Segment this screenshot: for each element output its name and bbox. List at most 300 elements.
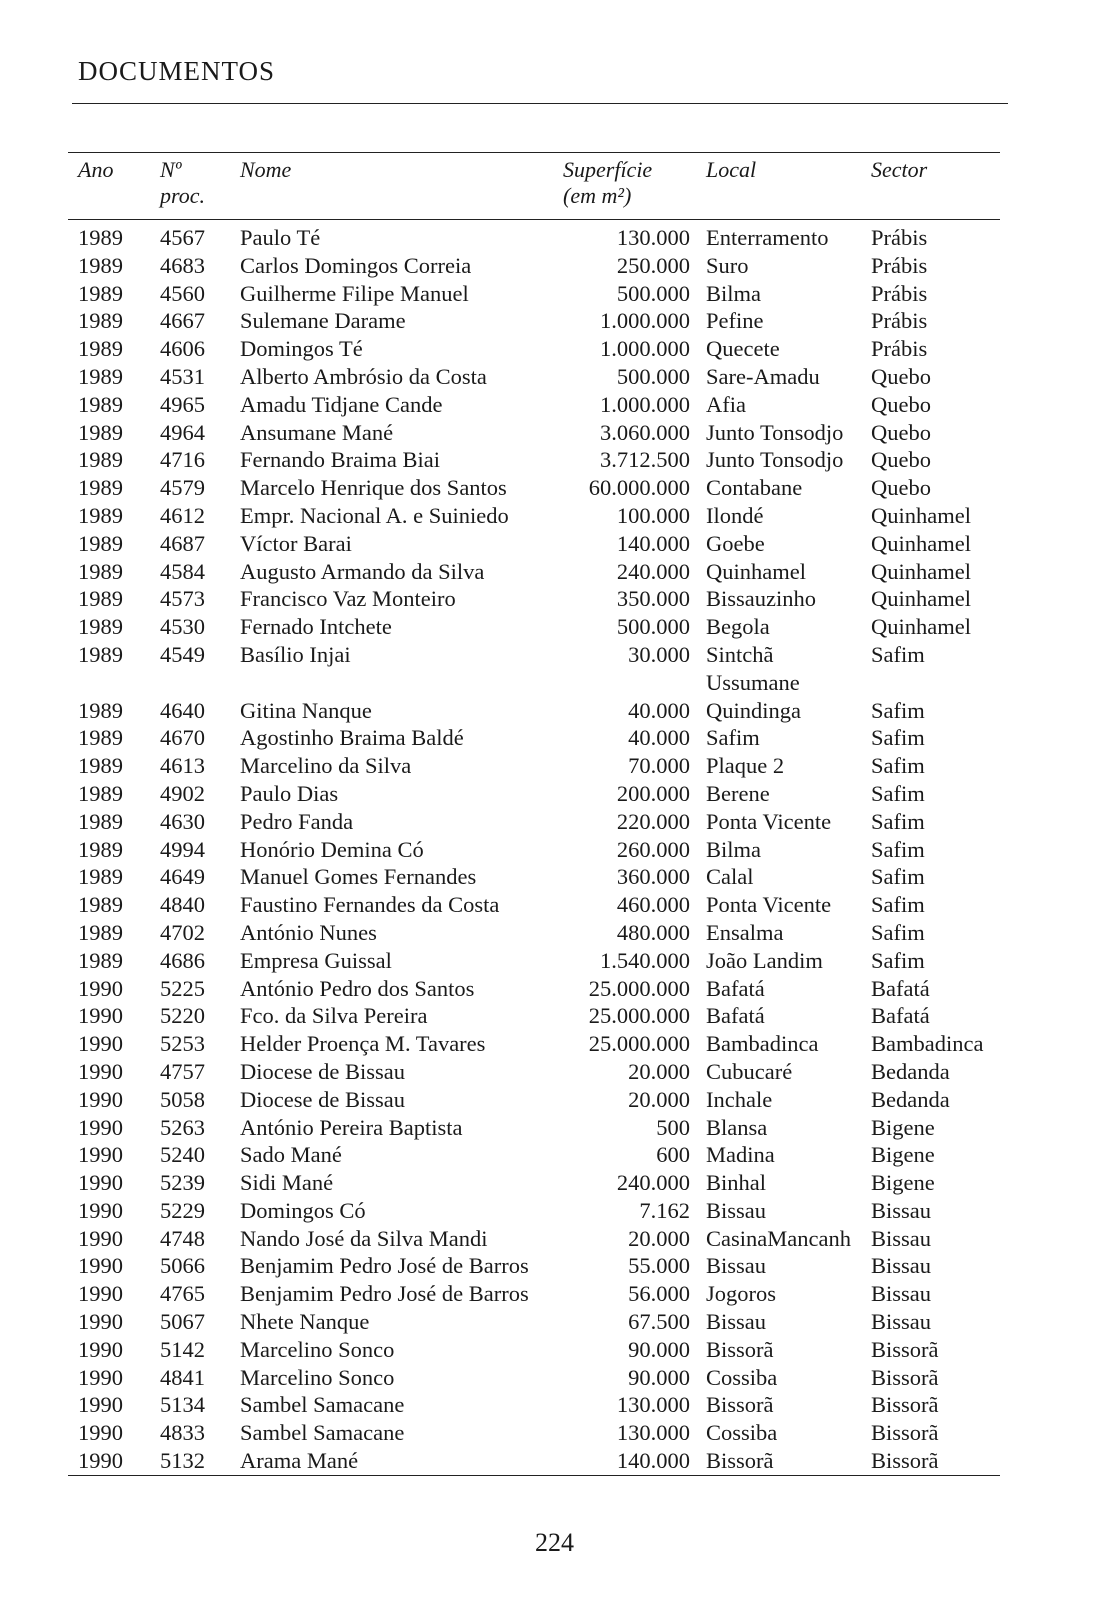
cell-superficie: 360.000 [616,864,690,890]
cell-ano: 1989 [78,280,123,306]
cell-sector: Safim [871,836,925,862]
cell-sector: Bissau [871,1281,932,1307]
cell-local: Ponta Vicente [706,808,832,834]
cell-ano: 1990 [78,1336,123,1362]
cell-superficie: 3.712.500 [600,447,690,473]
cell-ano: 1990 [78,1003,123,1029]
table-row [68,530,1000,558]
cell-sector: Quinhamel [871,530,971,556]
table-row [68,1391,1000,1419]
cell-nome: Augusto Armando da Silva [240,558,485,584]
cell-local: Junto Tonsodjo [706,419,844,445]
cell-nome: Fernado Intchete [240,614,392,640]
cell-local: Inchale [706,1086,773,1112]
cell-ano: 1989 [78,336,123,362]
cell-superficie: 90.000 [628,1336,690,1362]
cell-superficie: 1.000.000 [600,391,690,417]
table-row [68,419,1000,447]
cell-ano: 1990 [78,1170,123,1196]
table-row [68,947,1000,975]
cell-num-proc: 4994 [160,836,205,862]
cell-superficie: 25.000.000 [588,1003,690,1029]
cell-sector: Bissorã [871,1336,939,1362]
cell-num-proc: 5253 [160,1031,205,1057]
cell-local: Afia [706,391,746,417]
table-row [68,474,1000,502]
cell-superficie: 20.000 [628,1058,690,1084]
cell-nome: Nando José da Silva Mandi [240,1225,488,1251]
cell-sector: Quebo [871,475,931,501]
cell-num-proc: 5239 [160,1170,205,1196]
cell-sector: Quebo [871,363,931,389]
cell-nome: Basílio Injai [240,641,351,667]
cell-num-proc: 5142 [160,1336,205,1362]
cell-ano: 1989 [78,502,123,528]
cell-num-proc: 4549 [160,641,205,667]
cell-local: Quinhamel [706,558,806,584]
cell-superficie: 7.162 [639,1197,690,1223]
cell-ano: 1989 [78,308,123,334]
cell-num-proc: 4702 [160,919,205,945]
cell-num-proc: 4686 [160,947,205,973]
cell-local: Bissauzinho [706,586,816,612]
cell-nome: Fernando Braima Biai [240,447,440,473]
table-row [68,1169,1000,1197]
table-row [68,558,1000,586]
table-body [68,220,1000,1476]
cell-sector: Safim [871,864,925,890]
cell-superficie: 100.000 [616,502,690,528]
cell-ano: 1989 [78,892,123,918]
table-row [68,1002,1000,1030]
cell-num-proc: 4612 [160,502,205,528]
cell-ano: 1989 [78,391,123,417]
cell-nome: Paulo Dias [240,780,339,806]
cell-local: Bissorã [706,1392,774,1418]
table-header-row [68,153,1000,220]
cell-sector: Bigene [871,1114,935,1140]
cell-num-proc: 4640 [160,697,205,723]
cell-num-proc: 4964 [160,419,205,445]
cell-local: Cossiba [706,1420,778,1446]
cell-superficie: 40.000 [628,725,690,751]
cell-ano: 1990 [78,1031,123,1057]
cell-local: Cossiba [706,1364,778,1390]
cell-ano: 1990 [78,975,123,1001]
cell-sector: Bissorã [871,1392,939,1418]
cell-nome: Honório Demina Có [240,836,424,862]
table-row [68,891,1000,919]
cell-sector: Prábis [871,308,928,334]
cell-local: Bissau [706,1197,767,1223]
cell-superficie: 250.000 [616,252,690,278]
cell-nome: Sulemane Darame [240,308,406,334]
cell-superficie: 1.000.000 [600,336,690,362]
cell-ano: 1990 [78,1197,123,1223]
table-row [68,1336,1000,1364]
cell-sector: Safim [871,725,925,751]
cell-sector: Quinhamel [871,558,971,584]
cell-ano: 1990 [78,1364,123,1390]
cell-superficie: 480.000 [616,919,690,945]
table-row [68,1114,1000,1142]
cell-superficie: 240.000 [616,1170,690,1196]
cell-sector: Bafatá [871,1003,930,1029]
cell-ano: 1990 [78,1225,123,1251]
cell-nome: Diocese de Bissau [240,1058,405,1084]
cell-superficie: 70.000 [628,753,690,779]
cell-num-proc: 4584 [160,558,205,584]
table-row [68,585,1000,613]
cell-num-proc: 4573 [160,586,205,612]
cell-superficie: 260.000 [616,836,690,862]
column-header-local: Local [706,157,757,182]
cell-sector: Prábis [871,225,928,250]
table-row [68,335,1000,363]
cell-local: Cubucaré [706,1058,793,1084]
table-row [68,613,1000,641]
cell-local: Bafatá [706,1003,765,1029]
table-row [68,1197,1000,1225]
cell-superficie: 130.000 [616,1392,690,1418]
cell-num-proc: 4683 [160,252,205,278]
cell-superficie: 67.500 [628,1309,690,1335]
table-row [68,641,1000,697]
cell-num-proc: 4579 [160,475,205,501]
table-row [68,836,1000,864]
cell-num-proc: 4902 [160,780,205,806]
cell-nome: Gitina Nanque [240,697,372,723]
cell-superficie: 25.000.000 [588,975,690,1001]
cell-nome: Helder Proença M. Tavares [240,1031,486,1057]
table-row [68,502,1000,530]
cell-nome: Empr. Nacional A. e Suiniedo [240,502,509,528]
cell-nome: Arama Mané [240,1448,359,1474]
cell-superficie: 500.000 [616,363,690,389]
cell-ano: 1990 [78,1392,123,1418]
column-header-num-line1: Nº [160,157,182,182]
cell-num-proc: 4630 [160,808,205,834]
cell-local: Suro [706,252,749,278]
cell-local: Berene [706,780,770,806]
cell-local: Contabane [706,475,803,501]
cell-sector: Bedanda [871,1058,950,1084]
table-row [68,220,1000,252]
cell-local: Bissorã [706,1336,774,1362]
cell-nome: Marcelino Sonco [240,1364,395,1390]
column-header-sup-line1: Superfície [563,157,653,182]
table-row [68,1252,1000,1280]
land-registry-table [68,152,1000,1476]
cell-nome: Domingos Có [240,1197,366,1223]
cell-ano: 1990 [78,1086,123,1112]
cell-nome: Sambel Samacane [240,1392,405,1418]
cell-num-proc: 4965 [160,391,205,417]
cell-ano: 1989 [78,753,123,779]
cell-num-proc: 4833 [160,1420,205,1446]
cell-ano: 1989 [78,447,123,473]
table-row [68,780,1000,808]
cell-superficie: 500.000 [616,614,690,640]
cell-num-proc: 5066 [160,1253,205,1279]
cell-num-proc: 4649 [160,864,205,890]
cell-nome: Víctor Barai [240,530,352,556]
cell-local: Bissorã [706,1448,774,1474]
table-row [68,1419,1000,1447]
cell-num-proc: 5067 [160,1309,205,1335]
cell-ano: 1990 [78,1142,123,1168]
cell-ano: 1989 [78,919,123,945]
cell-sector: Bissau [871,1253,932,1279]
table-row [68,752,1000,780]
cell-num-proc: 4748 [160,1225,205,1251]
table-row [68,808,1000,836]
cell-ano: 1990 [78,1309,123,1335]
cell-nome: Empresa Guissal [240,947,392,973]
cell-ano: 1990 [78,1420,123,1446]
cell-ano: 1989 [78,641,123,667]
cell-num-proc: 5134 [160,1392,205,1418]
cell-sector: Bambadinca [871,1031,984,1057]
table-row [68,1280,1000,1308]
column-header-sup-line2: (em m²) [563,183,632,208]
cell-local: Bissau [706,1309,767,1335]
cell-ano: 1989 [78,252,123,278]
table-row [68,1225,1000,1253]
cell-local: Plaque 2 [706,753,785,779]
cell-sector: Safim [871,641,925,667]
table-row [68,391,1000,419]
cell-sector: Quinhamel [871,502,971,528]
cell-local: Sintchã Ussumane [706,641,800,695]
cell-nome: Sidi Mané [240,1170,334,1196]
table-row [68,280,1000,308]
cell-sector: Safim [871,808,925,834]
cell-local: Quindinga [706,697,801,723]
cell-num-proc: 4531 [160,363,205,389]
cell-nome: Amadu Tidjane Cande [240,391,443,417]
column-header-nome: Nome [240,157,292,182]
cell-local: Ilondé [706,502,764,528]
cell-superficie: 30.000 [628,641,690,667]
cell-ano: 1989 [78,780,123,806]
column-header-sector: Sector [871,157,928,182]
cell-local: Ensalma [706,919,784,945]
cell-ano: 1989 [78,530,123,556]
column-header-ano: Ano [78,157,114,182]
cell-local: Enterramento [706,225,829,250]
cell-ano: 1989 [78,725,123,751]
cell-sector: Quebo [871,447,931,473]
cell-nome: Francisco Vaz Monteiro [240,586,456,612]
cell-superficie: 56.000 [628,1281,690,1307]
page-number: 224 [535,1528,574,1557]
cell-num-proc: 5263 [160,1114,205,1140]
cell-sector: Safim [871,780,925,806]
cell-local: Ponta Vicente [706,892,832,918]
cell-local: Bilma [706,836,761,862]
cell-local: Bafatá [706,975,765,1001]
cell-sector: Quinhamel [871,614,971,640]
table-row [68,307,1000,335]
cell-num-proc: 5229 [160,1197,205,1223]
cell-nome: Sambel Samacane [240,1420,405,1446]
cell-ano: 1989 [78,836,123,862]
cell-nome: Marcelino da Silva [240,753,412,779]
cell-num-proc: 4567 [160,225,205,250]
table-row [68,363,1000,391]
cell-num-proc: 4841 [160,1364,205,1390]
cell-num-proc: 4765 [160,1281,205,1307]
cell-local: Goebe [706,530,765,556]
cell-num-proc: 4606 [160,336,205,362]
cell-sector: Quebo [871,419,931,445]
cell-nome: Agostinho Braima Baldé [240,725,464,751]
cell-superficie: 140.000 [616,1448,690,1474]
cell-num-proc: 4667 [160,308,205,334]
table-row [68,697,1000,725]
table-row [68,1058,1000,1086]
cell-num-proc: 4670 [160,725,205,751]
cell-num-proc: 5132 [160,1448,205,1474]
cell-ano: 1989 [78,864,123,890]
cell-num-proc: 4613 [160,753,205,779]
cell-sector: Prábis [871,280,928,306]
cell-sector: Bissorã [871,1364,939,1390]
cell-nome: António Pereira Baptista [240,1114,463,1140]
cell-sector: Bissorã [871,1420,939,1446]
cell-local: João Landim [706,947,823,973]
cell-local: Bissau [706,1253,767,1279]
running-head: DOCUMENTOS [78,56,276,86]
cell-ano: 1989 [78,947,123,973]
cell-nome: Benjamim Pedro José de Barros [240,1281,529,1307]
cell-nome: Guilherme Filipe Manuel [240,280,469,306]
cell-sector: Safim [871,697,925,723]
cell-nome: António Pedro dos Santos [240,975,475,1001]
cell-ano: 1989 [78,558,123,584]
table-row [68,446,1000,474]
cell-superficie: 500 [656,1114,690,1140]
table-row [68,863,1000,891]
cell-nome: António Nunes [240,919,377,945]
cell-nome: Manuel Gomes Fernandes [240,864,477,890]
cell-local: Bilma [706,280,761,306]
table-row [68,724,1000,752]
cell-ano: 1990 [78,1448,123,1474]
cell-superficie: 500.000 [616,280,690,306]
cell-nome: Carlos Domingos Correia [240,252,472,278]
cell-num-proc: 4530 [160,614,205,640]
cell-sector: Prábis [871,336,928,362]
cell-sector: Safim [871,947,925,973]
land-registry-table-container [68,152,1000,1476]
cell-local: Pefine [706,308,764,334]
cell-nome: Pedro Fanda [240,808,354,834]
cell-local: Safim [706,725,760,751]
cell-superficie: 240.000 [616,558,690,584]
cell-sector: Safim [871,892,925,918]
cell-superficie: 140.000 [616,530,690,556]
cell-sector: Bedanda [871,1086,950,1112]
cell-superficie: 1.000.000 [600,308,690,334]
cell-sector: Prábis [871,252,928,278]
cell-ano: 1989 [78,808,123,834]
cell-local: Binhal [706,1170,766,1196]
cell-nome: Diocese de Bissau [240,1086,405,1112]
table-row [68,1364,1000,1392]
cell-ano: 1989 [78,586,123,612]
cell-local: Madina [706,1142,775,1168]
cell-superficie: 90.000 [628,1364,690,1390]
cell-superficie: 130.000 [616,1420,690,1446]
cell-ano: 1989 [78,475,123,501]
cell-local: CasinaMancanh [706,1225,851,1251]
cell-superficie: 600 [656,1142,690,1168]
cell-local: Begola [706,614,770,640]
cell-superficie: 350.000 [616,586,690,612]
header-rule [72,103,1008,104]
cell-num-proc: 4716 [160,447,205,473]
column-header-num-proc [160,153,240,220]
table-row [68,1447,1000,1475]
cell-num-proc: 4687 [160,530,205,556]
cell-superficie: 60.000.000 [588,475,690,501]
cell-num-proc: 4757 [160,1058,205,1084]
cell-ano: 1990 [78,1281,123,1307]
cell-sector: Bissau [871,1309,932,1335]
cell-local: Jogoros [706,1281,777,1307]
cell-ano: 1989 [78,697,123,723]
cell-local: Sare-Amadu [706,363,820,389]
cell-local: Quecete [706,336,780,362]
cell-nome: Sado Mané [240,1142,342,1168]
table-row [68,1141,1000,1169]
cell-superficie: 130.000 [616,225,690,250]
cell-ano: 1990 [78,1058,123,1084]
cell-sector: Bafatá [871,975,930,1001]
column-header-superficie [555,153,706,220]
cell-ano: 1990 [78,1114,123,1140]
cell-ano: 1989 [78,363,123,389]
cell-superficie: 460.000 [616,892,690,918]
cell-nome: Paulo Té [240,225,321,250]
cell-ano: 1989 [78,225,123,250]
table-row [68,919,1000,947]
cell-nome: Marcelo Henrique dos Santos [240,475,507,501]
table-row [68,1030,1000,1058]
cell-superficie: 20.000 [628,1225,690,1251]
cell-superficie: 55.000 [628,1253,690,1279]
cell-sector: Bissau [871,1225,932,1251]
cell-sector: Bigene [871,1170,935,1196]
cell-sector: Quinhamel [871,586,971,612]
cell-sector: Safim [871,919,925,945]
cell-local: Calal [706,864,754,890]
cell-local: Bambadinca [706,1031,819,1057]
cell-num-proc: 4840 [160,892,205,918]
cell-nome: Fco. da Silva Pereira [240,1003,428,1029]
cell-superficie: 20.000 [628,1086,690,1112]
cell-nome: Ansumane Mané [240,419,394,445]
cell-num-proc: 4560 [160,280,205,306]
cell-num-proc: 5225 [160,975,205,1001]
table-row [68,975,1000,1003]
cell-superficie: 1.540.000 [600,947,690,973]
cell-nome: Faustino Fernandes da Costa [240,892,500,918]
cell-superficie: 200.000 [616,780,690,806]
table-header [68,153,1000,220]
